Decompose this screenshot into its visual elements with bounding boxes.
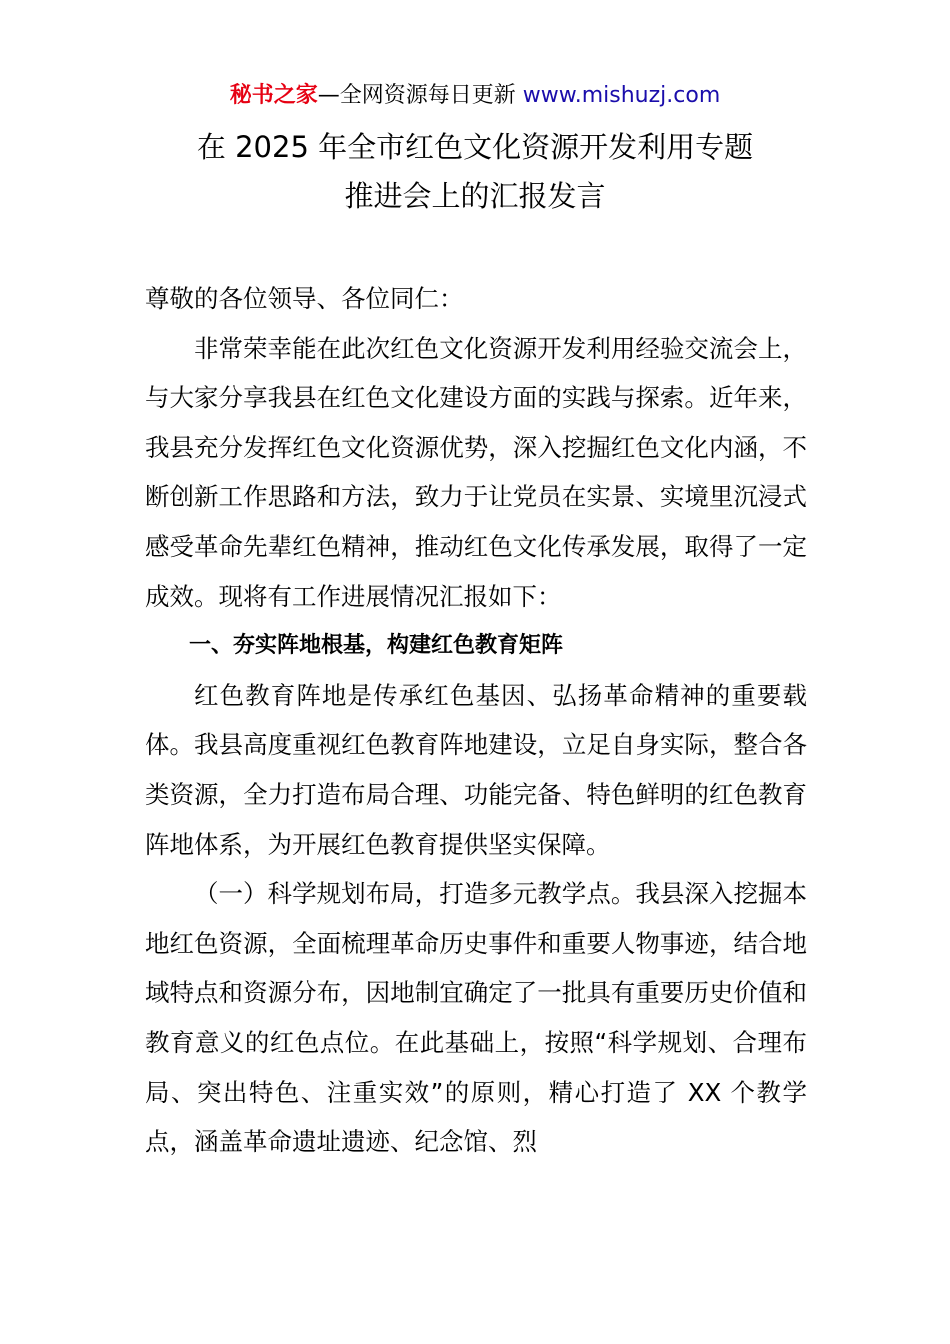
document-body — [145, 274, 807, 1167]
site-name: 秘书之家 — [229, 83, 318, 108]
site-tagline: —全网资源每日更新 — [317, 83, 523, 108]
site-url-link[interactable]: www.mishuzj.com — [522, 83, 721, 108]
salutation: 尊敬的各位领导、各位同仁： — [145, 284, 464, 313]
site-header — [0, 80, 950, 112]
section-1-paragraph: 红色教育阵地是传承红色基因、弘扬革命精神的重要载体。我县高度重视红色教育阵地建设，立足自身实际，整合各类资源，全力打造布局合理、功能完备、特色鲜明的红色教育阵地体系，为开展红色教育提供坚实保障。 — [145, 680, 807, 859]
section-heading-1: 一、夯实阵地根基，构建红色教育矩阵 — [189, 633, 564, 659]
document-title-line-2: 推进会上的汇报发言 — [344, 179, 606, 213]
subsection-1-paragraph: （一）科学规划布局，打造多元教学点。我县深入挖掘本地红色资源，全面梳理革命历史事件和重要人物事迹，结合地域特点和资源分布，因地制宜确定了一批具有重要历史价值和教育意义的红色点位。在此基础上，按照“科学规划、合理布局、突出特色、注重实效”的原则，精心打造了 XX 个教学点，涵盖革命遗址遗迹、纪念馆、烈 — [145, 879, 807, 1157]
intro-paragraph: 非常荣幸能在此次红色文化资源开发利用经验交流会上，与大家分享我县在红色文化建设方面的实践与探索。近年来，我县充分发挥红色文化资源优势，深入挖掘红色文化内涵，不断创新工作思路和方法，致力于让党员在实景、实境里沉浸式感受革命先辈红色精神，推动红色文化传承发展，取得了一定成效。现将有工作进展情况汇报如下： — [145, 333, 807, 611]
document-title-line-1: 在 2025 年全市红色文化资源开发利用专题 — [196, 130, 754, 164]
